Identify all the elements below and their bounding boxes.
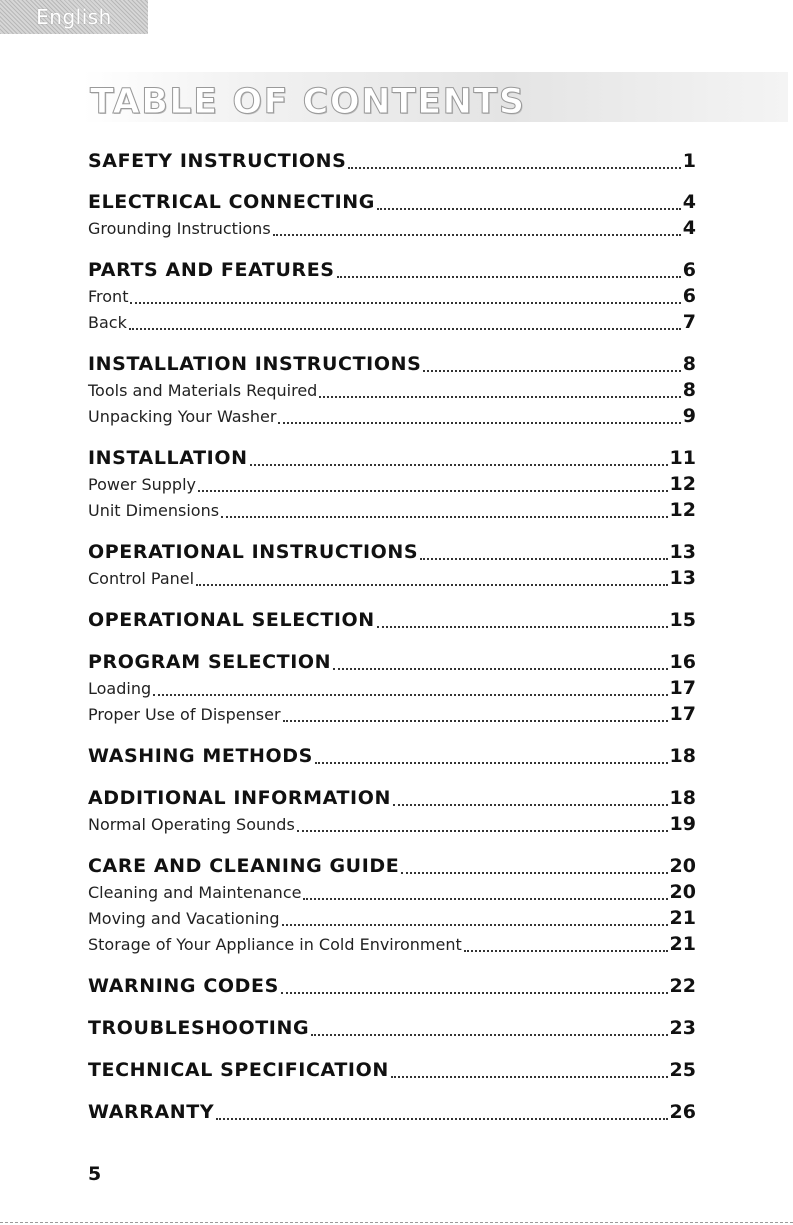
toc-entry-page: 18 (669, 787, 696, 809)
toc-entry-title: ELECTRICAL CONNECTING (88, 191, 375, 213)
toc-entry-page: 1 (682, 150, 696, 172)
toc-entry-page: 20 (669, 881, 696, 903)
toc-entry-page: 6 (682, 259, 696, 281)
toc-entry (88, 259, 696, 285)
dot-leader (377, 207, 681, 210)
toc-entry-title: Loading (88, 679, 152, 698)
dot-leader (464, 949, 668, 952)
toc-entry-title: Moving and Vacationing (88, 909, 280, 928)
dot-leader (221, 515, 668, 518)
dot-leader (281, 991, 668, 994)
page-number: 5 (88, 1163, 102, 1185)
toc-entry (88, 541, 696, 567)
toc-entry (88, 1101, 696, 1127)
toc-entry-page: 4 (682, 217, 696, 239)
dot-leader (283, 719, 668, 722)
toc-entry (88, 975, 696, 1001)
toc-entry (88, 150, 696, 176)
bottom-rule (0, 1222, 793, 1224)
toc-entry (88, 217, 696, 243)
toc-entry (88, 813, 696, 839)
toc-entry (88, 787, 696, 813)
dot-leader (311, 1033, 667, 1036)
dot-leader (303, 897, 667, 900)
dot-leader (391, 1075, 668, 1078)
toc-entry-page: 21 (669, 933, 696, 955)
language-tab (0, 0, 148, 34)
toc-entry (88, 353, 696, 379)
toc-entry (88, 379, 696, 405)
toc-entry (88, 881, 696, 907)
toc-entry (88, 677, 696, 703)
dot-leader (273, 233, 681, 236)
toc-entry-page: 6 (682, 285, 696, 307)
toc-entry-title: INSTALLATION (88, 447, 248, 469)
dot-leader (348, 166, 680, 169)
toc-entry-title: Unpacking Your Washer (88, 407, 277, 426)
toc-entry-title: SAFETY INSTRUCTIONS (88, 150, 347, 172)
toc-entry-title: Proper Use of Dispenser (88, 705, 281, 724)
toc-entry-page: 26 (669, 1101, 696, 1123)
dot-leader (420, 557, 667, 560)
toc-entry (88, 567, 696, 593)
toc-entry-page: 17 (669, 677, 696, 699)
toc-banner (82, 72, 788, 122)
page-title: TABLE OF CONTENTS (90, 82, 526, 122)
toc-entry-page: 20 (669, 855, 696, 877)
toc-entry-page: 22 (669, 975, 696, 997)
toc-entry-title: Storage of Your Appliance in Cold Environment (88, 935, 462, 954)
toc-entry-page: 12 (669, 473, 696, 495)
toc-entry-title: Power Supply (88, 475, 196, 494)
toc-entry-page: 8 (682, 379, 696, 401)
toc-entry-title: OPERATIONAL SELECTION (88, 609, 375, 631)
toc-entry-title: CARE AND CLEANING GUIDE (88, 855, 400, 877)
toc-entry (88, 651, 696, 677)
dot-leader (129, 327, 681, 330)
toc-entry (88, 855, 696, 881)
toc-entry-page: 16 (669, 651, 696, 673)
toc-entry-page: 17 (669, 703, 696, 725)
toc-entry-page: 25 (669, 1059, 696, 1081)
toc-entry (88, 907, 696, 933)
toc-entry-page: 21 (669, 907, 696, 929)
dot-leader (196, 583, 667, 586)
toc-entry-title: Tools and Materials Required (88, 381, 318, 400)
dot-leader (337, 275, 681, 278)
dot-leader (393, 803, 668, 806)
toc-entry-page: 19 (669, 813, 696, 835)
toc-entry-page: 8 (682, 353, 696, 375)
toc-entry (88, 703, 696, 729)
dot-leader (153, 693, 667, 696)
toc-entry-title: Normal Operating Sounds (88, 815, 295, 834)
toc-entry-title: TROUBLESHOOTING (88, 1017, 310, 1039)
toc-entry-title: TECHNICAL SPECIFICATION (88, 1059, 389, 1081)
toc-entry-title: Control Panel (88, 569, 195, 588)
toc-entry-page: 12 (669, 499, 696, 521)
toc-entry (88, 191, 696, 217)
toc-entry-title: WARRANTY (88, 1101, 215, 1123)
dot-leader (377, 625, 668, 628)
toc-entry-page: 13 (669, 541, 696, 563)
toc-entry-title: OPERATIONAL INSTRUCTIONS (88, 541, 419, 563)
toc-entry-page: 15 (669, 609, 696, 631)
toc-entry-page: 18 (669, 745, 696, 767)
toc-entry-title: Front (88, 287, 129, 306)
toc-entry (88, 285, 696, 311)
toc-entry-title: Cleaning and Maintenance (88, 883, 302, 902)
toc-entry-title: Back (88, 313, 127, 332)
toc-entry-title: INSTALLATION INSTRUCTIONS (88, 353, 422, 375)
dot-leader (401, 871, 667, 874)
toc-entry-title: ADDITIONAL INFORMATION (88, 787, 391, 809)
toc-entry-title: WASHING METHODS (88, 745, 313, 767)
toc-entry-page: 23 (669, 1017, 696, 1039)
dot-leader (333, 667, 667, 670)
dot-leader (315, 761, 668, 764)
toc-entry (88, 447, 696, 473)
toc-entry (88, 473, 696, 499)
language-label: English (36, 5, 112, 29)
toc-entry-title: PARTS AND FEATURES (88, 259, 335, 281)
dot-leader (282, 923, 668, 926)
toc-entry (88, 405, 696, 431)
toc-entry-page: 9 (682, 405, 696, 427)
dot-leader (130, 301, 680, 304)
toc-entry-page: 11 (669, 447, 696, 469)
toc-entry (88, 933, 696, 959)
toc-entry (88, 499, 696, 525)
toc-entry (88, 311, 696, 337)
toc-entry-page: 13 (669, 567, 696, 589)
dot-leader (250, 463, 668, 466)
toc-entry-page: 4 (682, 191, 696, 213)
dot-leader (297, 829, 668, 832)
dot-leader (278, 421, 680, 424)
toc-entry (88, 1017, 696, 1043)
toc-entry-title: WARNING CODES (88, 975, 279, 997)
toc-entry-title: Unit Dimensions (88, 501, 220, 520)
toc-entry (88, 1059, 696, 1085)
dot-leader (198, 489, 668, 492)
dot-leader (319, 395, 680, 398)
dot-leader (216, 1117, 667, 1120)
toc-entry (88, 609, 696, 635)
toc-entry-title: Grounding Instructions (88, 219, 271, 238)
dot-leader (423, 369, 680, 372)
toc-entry (88, 745, 696, 771)
toc-entry-title: PROGRAM SELECTION (88, 651, 332, 673)
toc-entry-page: 7 (682, 311, 696, 333)
